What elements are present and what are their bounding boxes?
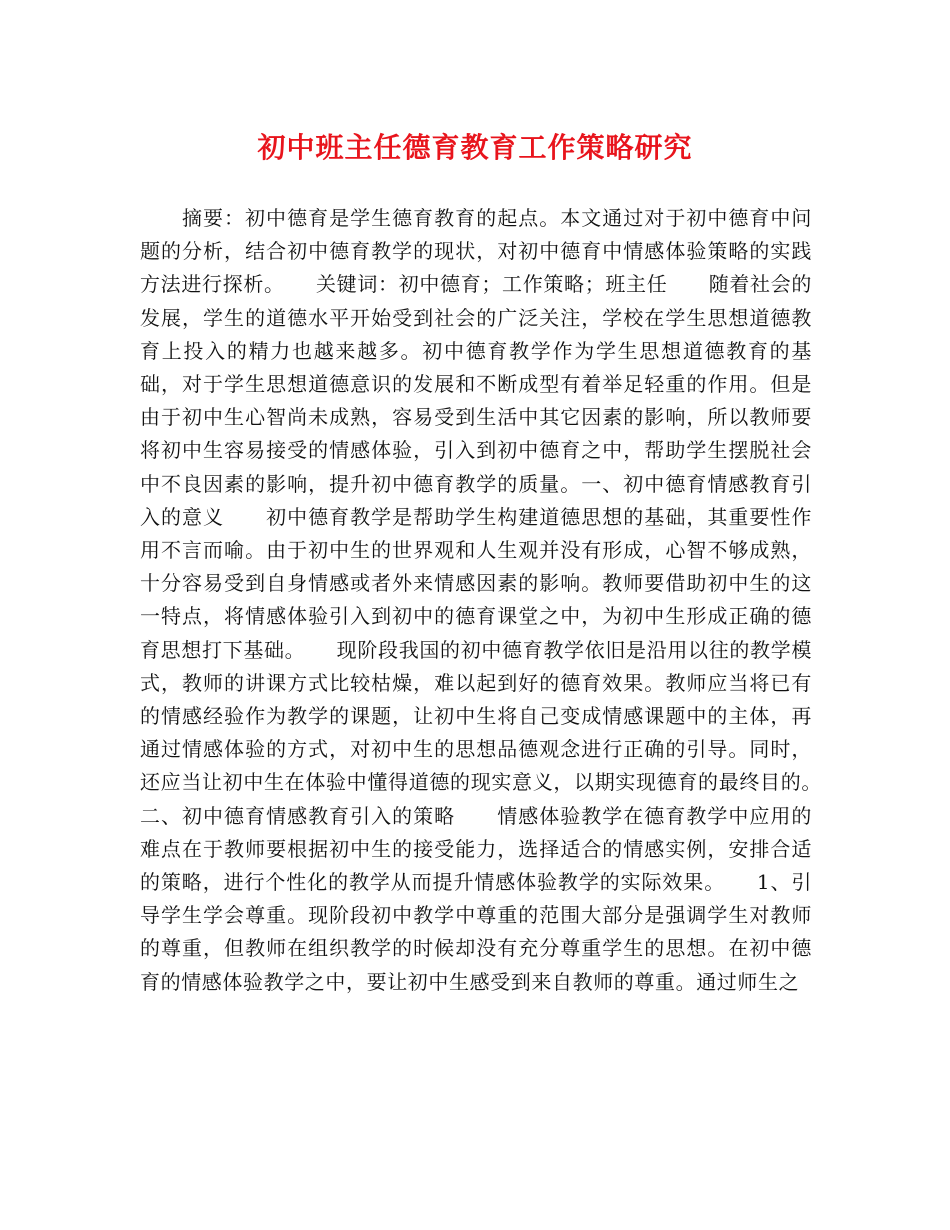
document-title: 初中班主任德育教育工作策略研究 (257, 131, 693, 164)
document-body-text: 摘要：初中德育是学生德育教育的起点。本文通过对于初中德育中问题的分析，结合初中德育教学的现状，对初中德育中情感体验策略的实践方法进行探析。 关键词：初中德育；工作策略；班主任 随着社会的发展，学生的道德水平开始受到社会的广泛关注，学校在学生思想道德教育上投入的精力也越来越多。初中德育教学作为学生思想道德教育的基础，对于学生思想道德意识的发展和不断成型有着举足轻重的作用。但是由于初中生心智尚未成熟，容易受到生活中其它因素的影响，所以教师要将初中生容易接受的情感体验，引入到初中德育之中，帮助学生摆脱社会中不良因素的影响，提升初中德育教学的质量。一、初中德育情感教育引入的意义 初中德育教学是帮助学生构建道德思想的基础，其重要性作用不言而喻。由于初中生的世界观和人生观并没有形成，心智不够成熟，十分容易受到自身情感或者外来情感因素的影响。教师要借助初中生的这一特点，将情感体验引入到初中的德育课堂之中，为初中生形成正确的德育思想打下基础。 现阶段我国的初中德育教学依旧是沿用以往的教学模式，教师的讲课方式比较枯燥，难以起到好的德育效果。教师应当将已有的情感经验作为教学的课题，让初中生将自己变成情感课题中的主体，再通过情感体验的方式，对初中生的思想品德观念进行正确的引导。同时，还应当让初中生在体验中懂得道德的现实意义，以期实现德育的最终目的。 二、初中德育情感教育引入的策略 情感体验教学在德育教学中应用的难点在于教师要根据初中生的接受能力，选择适合的情感实例，安排合适的策略，进行个性化的教学从而提升情感体验教学的实际效果。 1、引导学生学会尊重。现阶段初中教学中尊重的范围大部分是强调学生对教师的尊重，但教师在组织教学的时候却没有充分尊重学生的思想。在初中德育的情感体验教学之中，要让初中生感受到来自教师的尊重。通过师生之 (140, 206, 854, 994)
